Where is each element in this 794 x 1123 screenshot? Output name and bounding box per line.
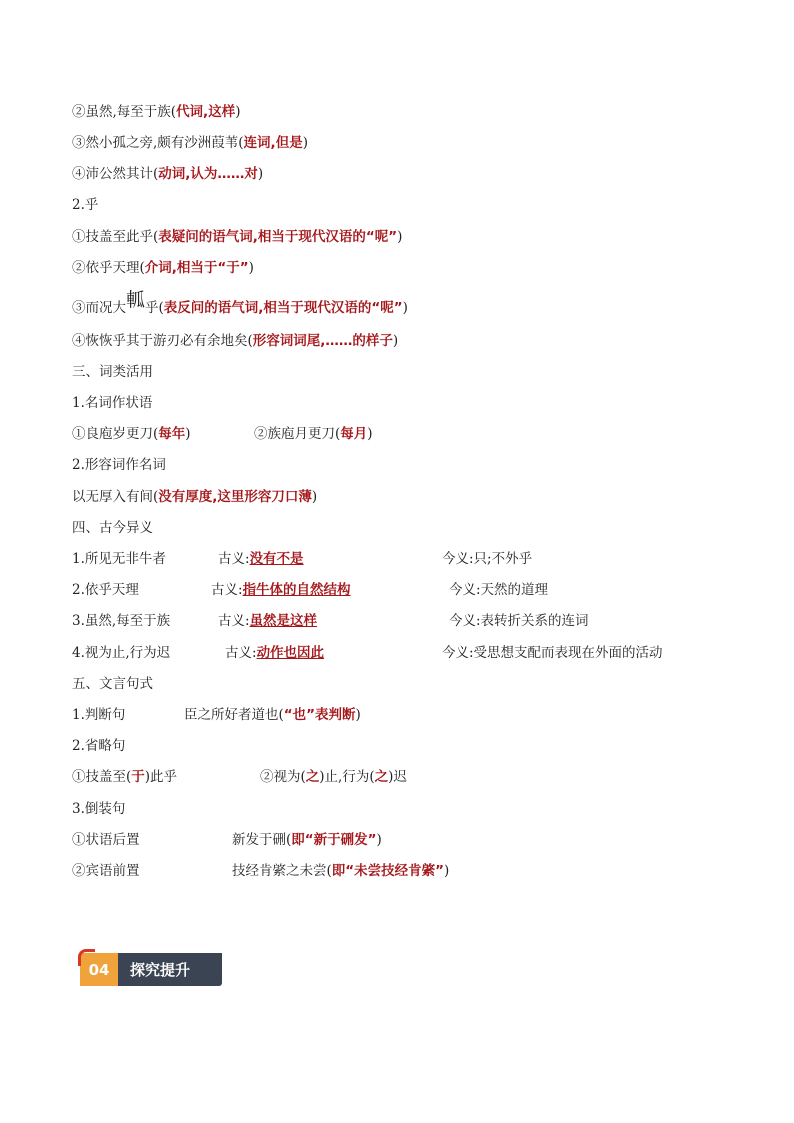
text-line: 技经肯綮之未尝(即“未尝技经肯綮”)	[232, 863, 450, 879]
gujin-item: 1.所见无非牛者	[72, 551, 166, 567]
text-line: ②宾语前置	[72, 863, 140, 879]
gujin-jin: 今义:只;不外乎	[442, 551, 533, 567]
subheading: 2.乎	[72, 197, 99, 213]
section-number: 04	[80, 953, 118, 986]
section-heading: 三、词类活用	[72, 364, 153, 380]
gujin-jin: 今义:受思想支配而表现在外面的活动	[442, 645, 663, 661]
gujin-item: 2.依乎天理	[72, 582, 139, 598]
gujin-item: 4.视为止,行为迟	[72, 645, 171, 661]
gujin-jin: 今义:表转折关系的连词	[449, 613, 589, 629]
text-line: 新发于硎(即“新于硎发”)	[232, 832, 382, 848]
gujin-item: 3.虽然,每至于族	[72, 613, 171, 629]
gujin-gu: 古义:指牛体的自然结构	[211, 582, 351, 598]
text-line: ②族庖月更刀(每月)	[254, 426, 373, 442]
text-line: ②虽然,每至于族(代词,这样)	[72, 104, 241, 120]
gujin-jin: 今义:天然的道理	[449, 582, 549, 598]
gujin-gu: 古义:动作也因此	[225, 645, 325, 661]
section-title: 探究提升	[118, 953, 222, 986]
text-line: ③然小孤之旁,颇有沙洲葭苇(连词,但是)	[72, 135, 308, 151]
text-line: ③而况大軱乎(表反问的语气词,相当于现代汉语的“呢”)	[72, 289, 408, 316]
text-line: ④沛公然其计(动词,认为……对)	[72, 166, 264, 182]
subheading: 3.倒装句	[72, 801, 126, 817]
subheading: 2.省略句	[72, 738, 126, 754]
section-heading: 五、文言句式	[72, 676, 153, 692]
text-line: ②依乎天理(介词,相当于“于”)	[72, 260, 254, 276]
text-line: ①良庖岁更刀(每年)	[72, 426, 191, 442]
section-heading: 四、古今异义	[72, 520, 153, 536]
gujin-gu: 古义:虽然是这样	[218, 613, 318, 629]
text-line: 以无厚入有间(没有厚度,这里形容刀口薄)	[72, 489, 318, 505]
text-line: ②视为(之)止,行为(之)迟	[260, 769, 407, 785]
text-line: ①技盖至此乎(表疑问的语气词,相当于现代汉语的“呢”)	[72, 229, 403, 245]
text-line: ④恢恢乎其于游刃必有余地矣(形容词词尾,……的样子)	[72, 333, 399, 349]
text-line: ①状语后置	[72, 832, 140, 848]
text-line: 臣之所好者道也(“也”表判断)	[184, 707, 361, 723]
gujin-gu: 古义:没有不是	[218, 551, 304, 567]
section-banner	[80, 953, 222, 986]
text-line: ①技盖至(于)此乎	[72, 769, 178, 785]
subheading: 2.形容词作名词	[72, 457, 166, 473]
subheading: 1.判断句	[72, 707, 126, 723]
subheading: 1.名词作状语	[72, 395, 153, 411]
